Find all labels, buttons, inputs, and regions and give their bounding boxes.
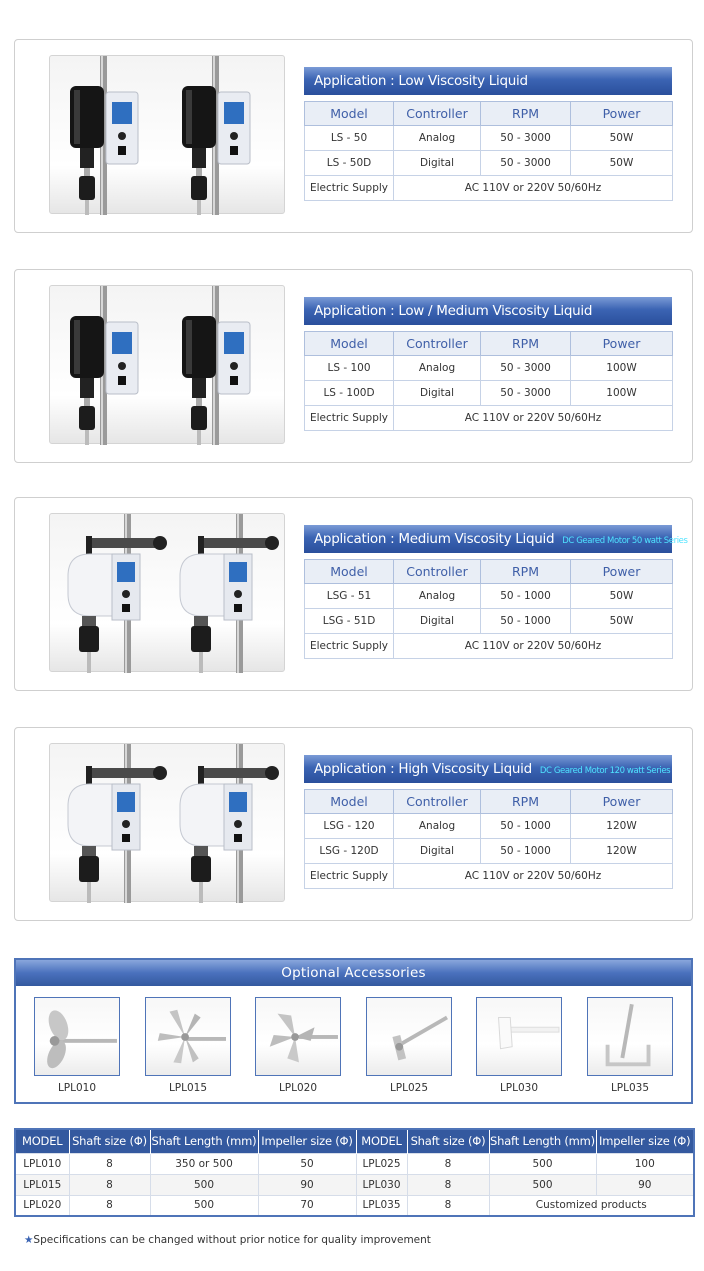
accessory-label: LPL035	[610, 1082, 650, 1094]
header-model: Model	[305, 332, 394, 356]
header-rpm: RPM	[481, 102, 571, 126]
table-row: LSG - 51D Digital 50 - 1000 50W	[305, 609, 673, 634]
header-model: Model	[305, 102, 394, 126]
star-icon: ★	[24, 1234, 34, 1246]
header-rpm: RPM	[481, 332, 571, 356]
spec-table	[304, 101, 673, 201]
four-blade-impeller-icon	[255, 997, 341, 1076]
accessory-label: LPL030	[499, 1082, 539, 1094]
supply-row: Electric Supply AC 110V or 220V 50/60Hz	[305, 634, 673, 659]
application-banner: Application : Medium Viscosity Liquid DC Geared Motor 50 watt Series	[304, 525, 672, 553]
header-impeller-size: Impeller size (Φ)	[596, 1129, 694, 1153]
header-power: Power	[571, 560, 673, 584]
supply-row: Electric Supply AC 110V or 220V 50/60Hz	[305, 176, 673, 201]
accessory-item-lpl035[interactable]	[587, 997, 673, 1094]
spec-table	[304, 331, 673, 431]
table-row: LPL020 8 500 70 LPL035 8 Customized products	[15, 1195, 694, 1216]
product-card-ls50	[14, 39, 693, 233]
accessory-item-lpl015[interactable]	[145, 997, 231, 1094]
accessory-label: LPL025	[389, 1082, 429, 1094]
accessory-label: LPL020	[278, 1082, 318, 1094]
header-model: MODEL	[356, 1129, 407, 1153]
accessory-item-lpl030[interactable]	[476, 997, 562, 1094]
accessory-item-lpl025[interactable]	[366, 997, 452, 1094]
table-row: LS - 100 Analog 50 - 3000 100W	[305, 356, 673, 381]
six-blade-impeller-icon	[145, 997, 231, 1076]
header-rpm: RPM	[481, 560, 571, 584]
header-power: Power	[571, 332, 673, 356]
spec-area	[304, 525, 688, 659]
series-tag: DC Geared Motor 50 watt Series	[562, 536, 688, 546]
header-controller: Controller	[394, 102, 481, 126]
spec-table	[304, 789, 673, 889]
application-banner: Application : Low Viscosity Liquid	[304, 67, 672, 95]
table-row: LS - 50 Analog 50 - 3000 50W	[305, 126, 673, 151]
accessory-label: LPL015	[168, 1082, 208, 1094]
supply-row: Electric Supply AC 110V or 220V 50/60Hz	[305, 864, 673, 889]
header-rpm: RPM	[481, 790, 571, 814]
accessory-illustration	[477, 998, 561, 1075]
spec-table	[304, 559, 673, 659]
accessory-label: LPL010	[57, 1082, 97, 1094]
header-model: Model	[305, 560, 394, 584]
anchor-impeller-icon	[587, 997, 673, 1076]
accessory-illustration	[146, 998, 230, 1075]
accessory-item-lpl020[interactable]	[255, 997, 341, 1094]
table-row: LS - 50D Digital 50 - 3000 50W	[305, 151, 673, 176]
product-card-lsg51	[14, 497, 693, 691]
header-impeller-size: Impeller size (Φ)	[258, 1129, 356, 1153]
table-row: LSG - 120D Digital 50 - 1000 120W	[305, 839, 673, 864]
accessory-spec-table	[14, 1128, 695, 1217]
accessories-title: Optional Accessories	[16, 960, 691, 986]
header-shaft-length: Shaft Length (mm)	[150, 1129, 258, 1153]
stirrer-illustration	[50, 56, 286, 215]
application-banner: Application : Low / Medium Viscosity Liquid	[304, 297, 672, 325]
accessory-item-lpl010[interactable]	[34, 997, 120, 1094]
table-row: LPL010 8 350 or 500 50 LPL025 8 500 100	[15, 1153, 694, 1174]
ptfe-paddle-icon	[476, 997, 562, 1076]
table-row: LSG - 120 Analog 50 - 1000 120W	[305, 814, 673, 839]
two-blade-impeller-icon	[366, 997, 452, 1076]
header-shaft-size: Shaft size (Φ)	[69, 1129, 150, 1153]
accessory-illustration	[35, 998, 119, 1075]
table-row: LSG - 51 Analog 50 - 1000 50W	[305, 584, 673, 609]
product-photo	[49, 743, 285, 902]
footnote-text: Specifications can be changed without prior notice for quality improvement	[33, 1234, 431, 1246]
header-controller: Controller	[394, 790, 481, 814]
header-power: Power	[571, 102, 673, 126]
header-model: Model	[305, 790, 394, 814]
stirrer-illustration	[50, 744, 286, 903]
supply-row: Electric Supply AC 110V or 220V 50/60Hz	[305, 406, 673, 431]
spec-area	[304, 297, 673, 431]
accessory-illustration	[588, 998, 672, 1075]
product-photo	[49, 285, 285, 444]
spec-area	[304, 755, 673, 889]
header-shaft-size: Shaft size (Φ)	[407, 1129, 489, 1153]
footnote	[24, 1234, 431, 1246]
header-controller: Controller	[394, 560, 481, 584]
header-shaft-length: Shaft Length (mm)	[489, 1129, 596, 1153]
series-tag: DC Geared Motor 120 watt Series	[539, 766, 671, 776]
header-power: Power	[571, 790, 673, 814]
header-model: MODEL	[15, 1129, 69, 1153]
accessory-illustration	[367, 998, 451, 1075]
product-card-lsg120	[14, 727, 693, 921]
product-photo	[49, 55, 285, 214]
accessory-illustration	[256, 998, 340, 1075]
table-row: LS - 100D Digital 50 - 3000 100W	[305, 381, 673, 406]
application-banner: Application : High Viscosity Liquid DC Geared Motor 120 watt Series	[304, 755, 672, 783]
stirrer-illustration	[50, 514, 286, 673]
spec-area	[304, 67, 673, 201]
stirrer-illustration	[50, 286, 286, 445]
product-photo	[49, 513, 285, 672]
table-row: LPL015 8 500 90 LPL030 8 500 90	[15, 1174, 694, 1195]
propeller-impeller-icon	[34, 997, 120, 1076]
optional-accessories	[14, 958, 693, 1104]
product-card-ls100	[14, 269, 693, 463]
header-controller: Controller	[394, 332, 481, 356]
